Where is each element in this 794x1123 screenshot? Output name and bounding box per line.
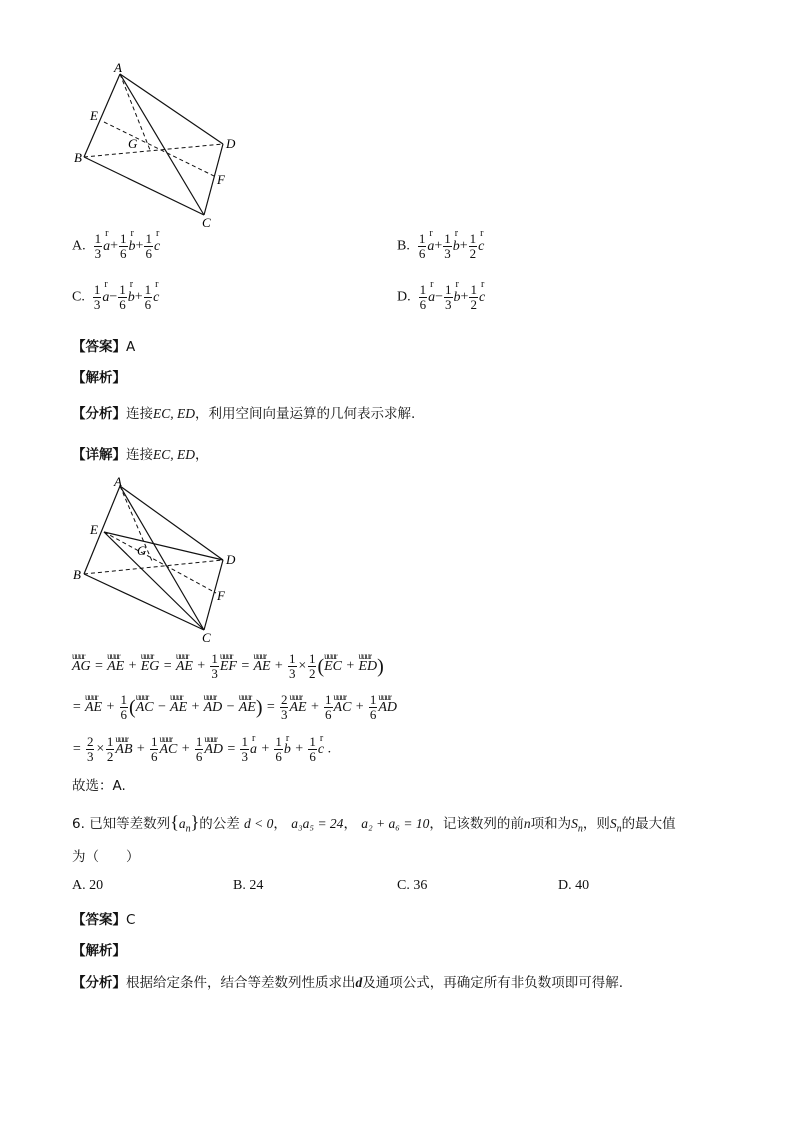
segment-EC [104,532,204,630]
choice-a: A. 20 [72,878,104,893]
label-B: B [73,567,81,582]
analysis-heading: 【解析】 [72,370,126,386]
choice-d: D. 40 [558,878,590,893]
label-E: E [90,108,98,123]
analysis-heading-2: 【解析】 [72,943,126,959]
analysis-summary-2: 【分析】根据给定条件，结合等差数列性质求出d及通项公式，再确定所有非负数项即可得解. [72,975,624,991]
derivation-line-2: = uuur AE + $\frac{1}{6}$ (uuur AC − uuur AE + uuur AD − uuur AE) = $\frac{2}{3}$ uuur AE + $\frac{1}{6}$ uuur AC + $\frac{1}{6}$ uuur AD [72,693,397,722]
answer-line: 【答案】A [72,339,136,355]
label-C: C [202,630,211,645]
label-F: F [217,172,225,187]
figure-tetrahedron-2 [70,476,250,646]
derivation-line-1: uuur AG = uuur AE + uuur EG = uuur AE + $\frac{1}{3}$ uuur EF = uuur AE + $\frac{1}{3}$ × $\frac{1}{2}$ (uuur EC + uuur ED) [72,652,384,681]
option-a: A. $\frac{1}{3}$ r a+ $\frac{1}{6}$ r b+ $\frac{1}{6}$ r c [72,232,160,261]
choice-c: C. 36 [397,878,428,893]
option-c: C. $\frac{1}{3}$ r a− $\frac{1}{6}$ r b+ $\frac{1}{6}$ r c [72,283,159,312]
label-F: F [217,588,225,603]
edge-BC [84,157,204,215]
conclusion: 故选：A. [72,778,126,794]
label-E: E [90,522,98,537]
label-G: G [137,543,147,558]
figure-tetrahedron-1 [70,60,250,232]
label-G: G [128,136,138,151]
label-A: A [114,476,122,489]
label-C: C [202,215,211,230]
analysis-summary: 【分析】连接EC, ED，利用空间向量运算的几何表示求解. [72,406,416,422]
edge-AD [120,74,223,144]
edge-BD [84,144,223,157]
option-d: D. $\frac{1}{6}$ r a− $\frac{1}{3}$ r b+ $\frac{1}{2}$ r c [397,283,485,312]
choice-b: B. 24 [233,878,264,893]
answer-2: 【答案】C [72,912,136,928]
label-D: D [226,552,236,567]
derivation-line-3: = $\frac{2}{3}$ × $\frac{1}{2}$ uuur AB + $\frac{1}{6}$ uuur AC + $\frac{1}{6}$ uuur AD = $\frac{1}{3}$ r a + $\frac{1}{6}$ r b + $\frac{1}{6}$ r c . [72,735,331,764]
segment-ED [104,532,223,560]
label-D: D [226,136,236,151]
question-6-line-2: 为（ ） [72,849,140,865]
detail-intro: 【详解】连接EC, ED， [72,447,209,463]
question-6: 6. 已知等差数列$\{a_n\}$的公差 d < 0， a₃a₅ = 24， a₂ + a₆ = 10，记该数列的前n项和为$S_n$，则$S_n$的最大值 [72,812,676,835]
label-B: B [74,150,82,165]
segment-EF [104,122,216,177]
option-b: B. $\frac{1}{6}$ r a+ $\frac{1}{3}$ r b+ $\frac{1}{2}$ r c [397,232,484,261]
label-A: A [114,60,122,75]
